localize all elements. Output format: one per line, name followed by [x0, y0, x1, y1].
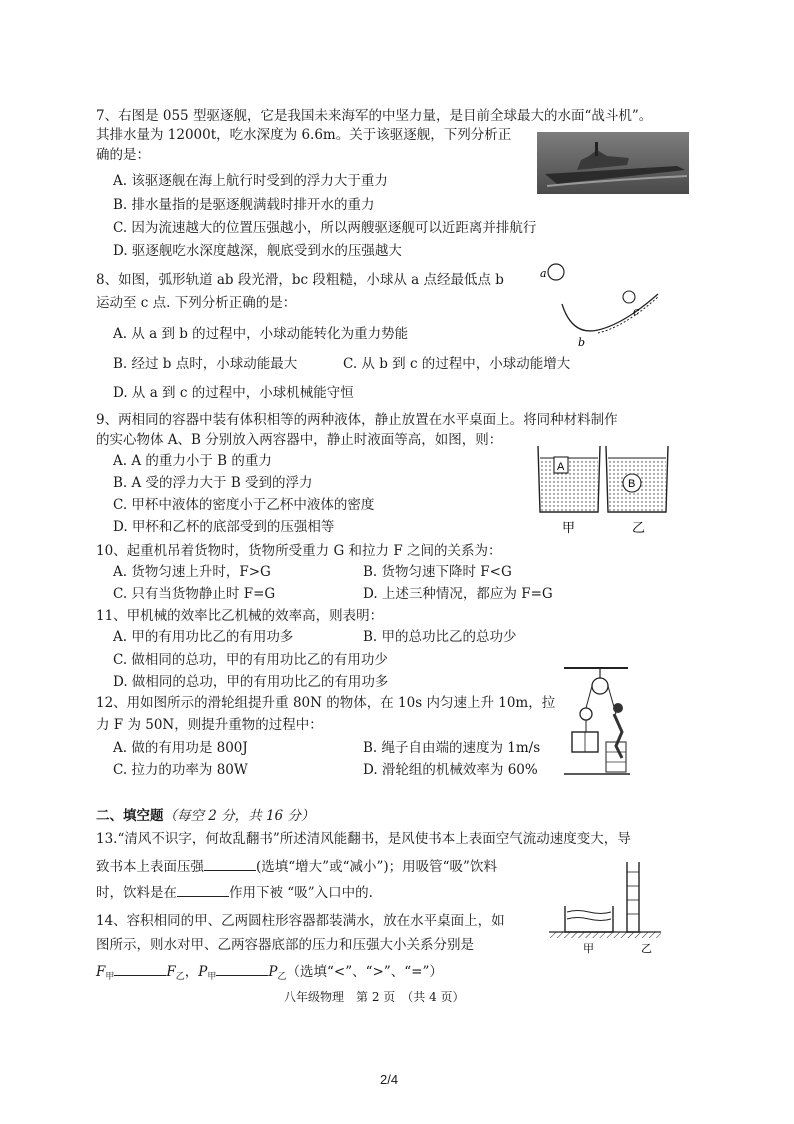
q8-stem-line1: 8、如图，弧形轨道 ab 段光滑，bc 段粗糙，小球从 a 点经最低点 b [96, 272, 504, 288]
q10-option-c: C. 只有当货物静止时 F=G [113, 586, 276, 602]
q14-p-jia-sub: 甲 [207, 972, 217, 982]
q9-stem-line1: 9、两相同的容器中装有体积相等的两种液体，静止放置在水平桌面上。将同种材料制作 [96, 412, 618, 428]
q8-option-a: A. 从 a 到 b 的过程中，小球动能转化为重力势能 [113, 326, 409, 342]
container-yi-label: 乙 [641, 942, 652, 955]
q9-option-c: C. 甲杯中液体的密度小于乙杯中液体的密度 [113, 497, 375, 513]
q13-line2 [96, 858, 497, 876]
q8-option-b: B. 经过 b 点时，小球动能最大 [113, 356, 298, 372]
q13-blank-2[interactable] [177, 884, 229, 897]
label-b: b [578, 336, 586, 348]
q13-line3-start: 时，饮料是在 [96, 885, 177, 901]
q14-line3 [96, 963, 443, 986]
q13-blank-1[interactable] [204, 858, 256, 871]
beaker-jia-label: 甲 [562, 521, 576, 535]
q14-f-jia-sub: 甲 [105, 972, 115, 982]
q9-option-a: A. A 的重力小于 B 的重力 [113, 453, 272, 469]
containers-diagram [547, 856, 665, 956]
section-2-heading [96, 807, 314, 825]
q11-option-d: D. 做相同的总功，甲的有用功比乙的有用功多 [113, 674, 389, 690]
q12-stem-line2: 力 F 为 50N，则提升重物的过程中： [96, 717, 323, 733]
q14-p-jia-symbol: P [198, 964, 208, 980]
q14-p-yi-symbol: P [268, 964, 278, 980]
q12-stem-line1: 12、用如图所示的滑轮组提升重 80N 的物体，在 10s 内匀速上升 10m，拉 [96, 695, 556, 711]
q7-stem-line2: 其排水量为 12000t，吃水深度为 6.6m。关于该驱逐舰，下列分析正 [96, 127, 512, 143]
q12-option-b: B. 绳子自由端的速度为 1m/s [363, 740, 541, 756]
q7-option-a: A. 该驱逐舰在海上航行时受到的浮力大于重力 [113, 173, 388, 189]
label-a: a [540, 267, 547, 280]
q13-line3 [96, 884, 373, 902]
container-jia-label: 甲 [583, 942, 594, 955]
q11-option-c: C. 做相同的总功，甲的有用功比乙的有用功少 [113, 652, 388, 668]
q14-hint: （选填“<”、“>”、“=”） [286, 964, 443, 980]
q11-option-b: B. 甲的总功比乙的总功少 [363, 629, 517, 645]
q8-stem-line2: 运动至 c 点. 下列分析正确的是： [96, 295, 297, 311]
q8-option-c: C. 从 b 到 c 的过程中，小球动能增大 [343, 356, 571, 372]
q9-stem-line2: 的实心物体 A、B 分别放入两容器中，静止时液面等高，如图，则： [96, 432, 503, 448]
destroyer-photo [537, 132, 689, 194]
q14-blank-1[interactable] [114, 963, 166, 976]
q12-option-c: C. 拉力的功率为 80W [113, 762, 248, 778]
beaker-yi-label: 乙 [632, 521, 646, 535]
page-footer: 八年级物理 第 2 页 （共 4 页） [284, 990, 465, 1004]
object-a-label: A [557, 461, 565, 473]
q7-option-c: C. 因为流速越大的位置压强越小，所以两艘驱逐舰可以近距离并排航行 [113, 220, 537, 236]
q7-option-b: B. 排水量指的是驱逐舰满载时排开水的重力 [113, 197, 375, 213]
q14-f-yi-sub: 乙 [175, 972, 185, 982]
q12-option-a: A. 做的有用功是 800J [113, 740, 248, 756]
track-diagram [538, 258, 668, 348]
q14-line1: 14、容积相同的甲、乙两圆柱形容器都装满水，放在水平桌面上，如 [96, 913, 505, 929]
label-c: c [633, 305, 640, 318]
q14-f-jia-symbol: F [96, 964, 106, 980]
q11-option-a: A. 甲的有用功比乙的有用功多 [113, 629, 294, 645]
object-b-label: B [628, 478, 636, 490]
q13-line1: 13.“清风不识字，何故乱翻书”所述清风能翻书，是风使书本上表面空气流动速度变大，导 [96, 831, 631, 847]
q12-option-d: D. 滑轮组的机械效率为 60% [363, 762, 538, 778]
q13-line3-end: 作用下被 “吸”入口中的. [229, 885, 373, 901]
q14-comma: ， [184, 964, 199, 980]
q7-stem-line3: 确的是： [96, 147, 150, 163]
q10-option-d: D. 上述三种情况，都应为 F=G [363, 586, 553, 602]
q13-line2-end: (选填“增大”或“减小”)；用吸管“吸”饮料 [256, 859, 497, 875]
page-number: 2/4 [380, 1072, 399, 1087]
q14-f-yi-symbol: F [166, 964, 176, 980]
q13-line2-start: 致书本上表面压强 [96, 859, 204, 875]
q14-p-yi-sub: 乙 [277, 972, 287, 982]
q10-option-a: A. 货物匀速上升时，F>G [113, 564, 271, 580]
q9-option-d: D. 甲杯和乙杯的底部受到的压强相等 [113, 519, 335, 535]
q10-stem: 10、起重机吊着货物时，货物所受重力 G 和拉力 F 之间的关系为： [96, 543, 502, 559]
two-beakers-diagram [532, 440, 672, 535]
q7-option-d: D. 驱逐舰吃水深度越深，舰底受到水的压强越大 [113, 243, 402, 259]
q11-stem: 11、甲机械的效率比乙机械的效率高，则表明： [96, 608, 384, 624]
q10-option-b: B. 货物匀速下降时 F<G [363, 564, 512, 580]
q7-stem-line1: 7、右图是 055 型驱逐舰，它是我国未来海军的中坚力量，是目前全球最大的水面“战斗机”。 [96, 108, 653, 124]
q9-option-b: B. A 受的浮力大于 B 受到的浮力 [113, 475, 313, 491]
q14-line2: 图所示，则水对甲、乙两容器底部的压力和压强大小关系分别是 [96, 937, 474, 953]
q14-blank-2[interactable] [216, 963, 268, 976]
section-2-title: 二、填空题 [96, 808, 164, 824]
q8-option-d: D. 从 a 到 c 的过程中，小球机械能守恒 [113, 385, 354, 401]
pulley-diagram [564, 664, 630, 776]
section-2-note: （每空 2 分，共 16 分） [163, 808, 315, 824]
